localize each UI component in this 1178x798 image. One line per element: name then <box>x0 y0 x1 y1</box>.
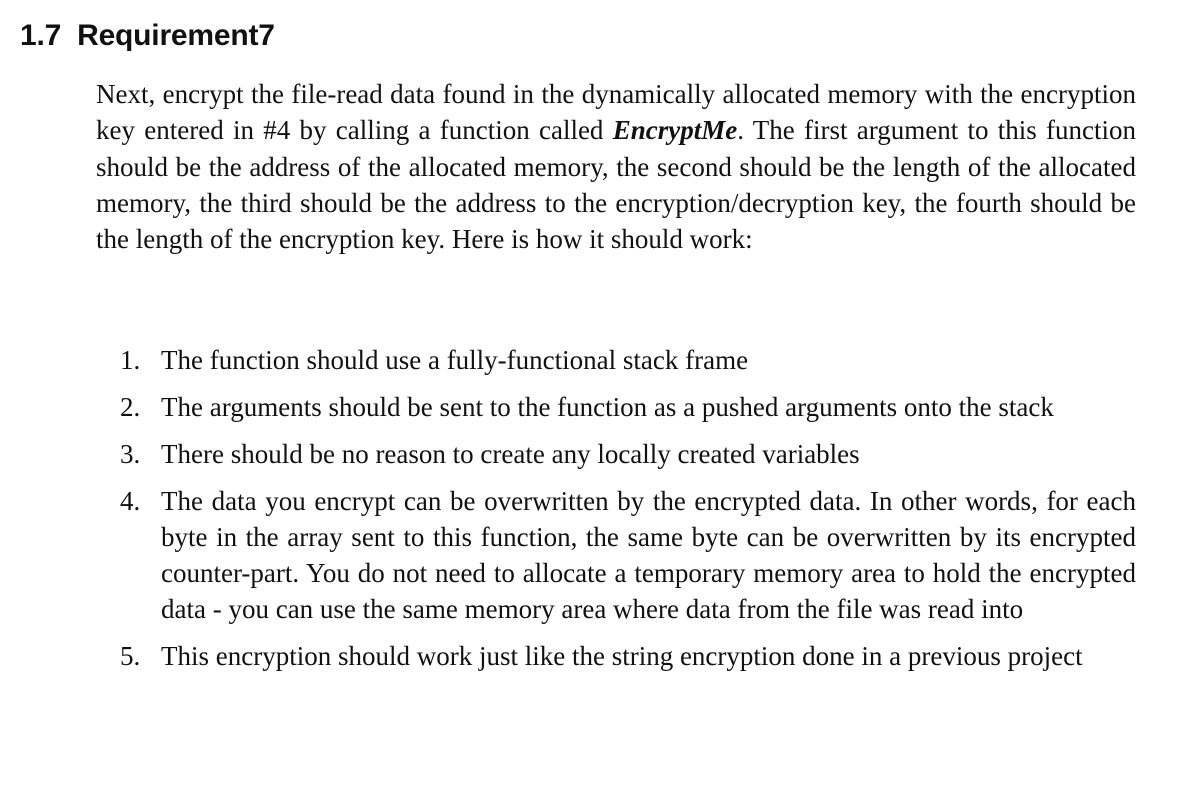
list-item <box>120 342 1136 378</box>
function-name: EncryptMe <box>612 115 738 146</box>
list-item-number: 5. <box>120 641 141 671</box>
list-item <box>120 638 1136 674</box>
section-heading <box>20 16 275 56</box>
list-item <box>120 483 1136 627</box>
intro-paragraph <box>96 76 1136 257</box>
intro-text-after: . The first argument to this function should be the address of the allocated memory, the second should be the length of the allocated memory, the third should be the address to the encryption/decryption key, the fourth should be the length of the encryption key. Here is how it should work: <box>96 115 1136 255</box>
intro-text-before: Next, encrypt the file-read data found in the dynamically allocated memory with the encryption key entered in #4 by calling a function called <box>96 79 1136 146</box>
list-item-number: 3. <box>120 439 141 469</box>
list-item-number: 1. <box>120 345 141 375</box>
list-item-text: The arguments should be sent to the function as a pushed arguments onto the stack <box>161 392 1054 422</box>
list-item <box>120 389 1136 425</box>
list-item-text: This encryption should work just like the string encryption done in a previous project <box>161 641 1083 671</box>
list-item <box>120 436 1136 472</box>
list-item-number: 2. <box>120 392 141 422</box>
list-item-text: There should be no reason to create any locally created variables <box>161 439 860 469</box>
list-item-number: 4. <box>120 486 141 516</box>
section-title: Requirement7 <box>77 19 275 52</box>
list-item-text: The data you encrypt can be overwritten by the encrypted data. In other words, for each byte in the array sent to this function, the same byte can be overwritten by its encrypted counter-part. You do not need to allocate a temporary memory area to hold the encrypted data - you can use the same memory area where data from the file was read into <box>161 486 1136 624</box>
section-number: 1.7 <box>20 19 62 52</box>
requirements-list <box>120 342 1136 685</box>
list-item-text: The function should use a fully-functional stack frame <box>161 345 749 375</box>
